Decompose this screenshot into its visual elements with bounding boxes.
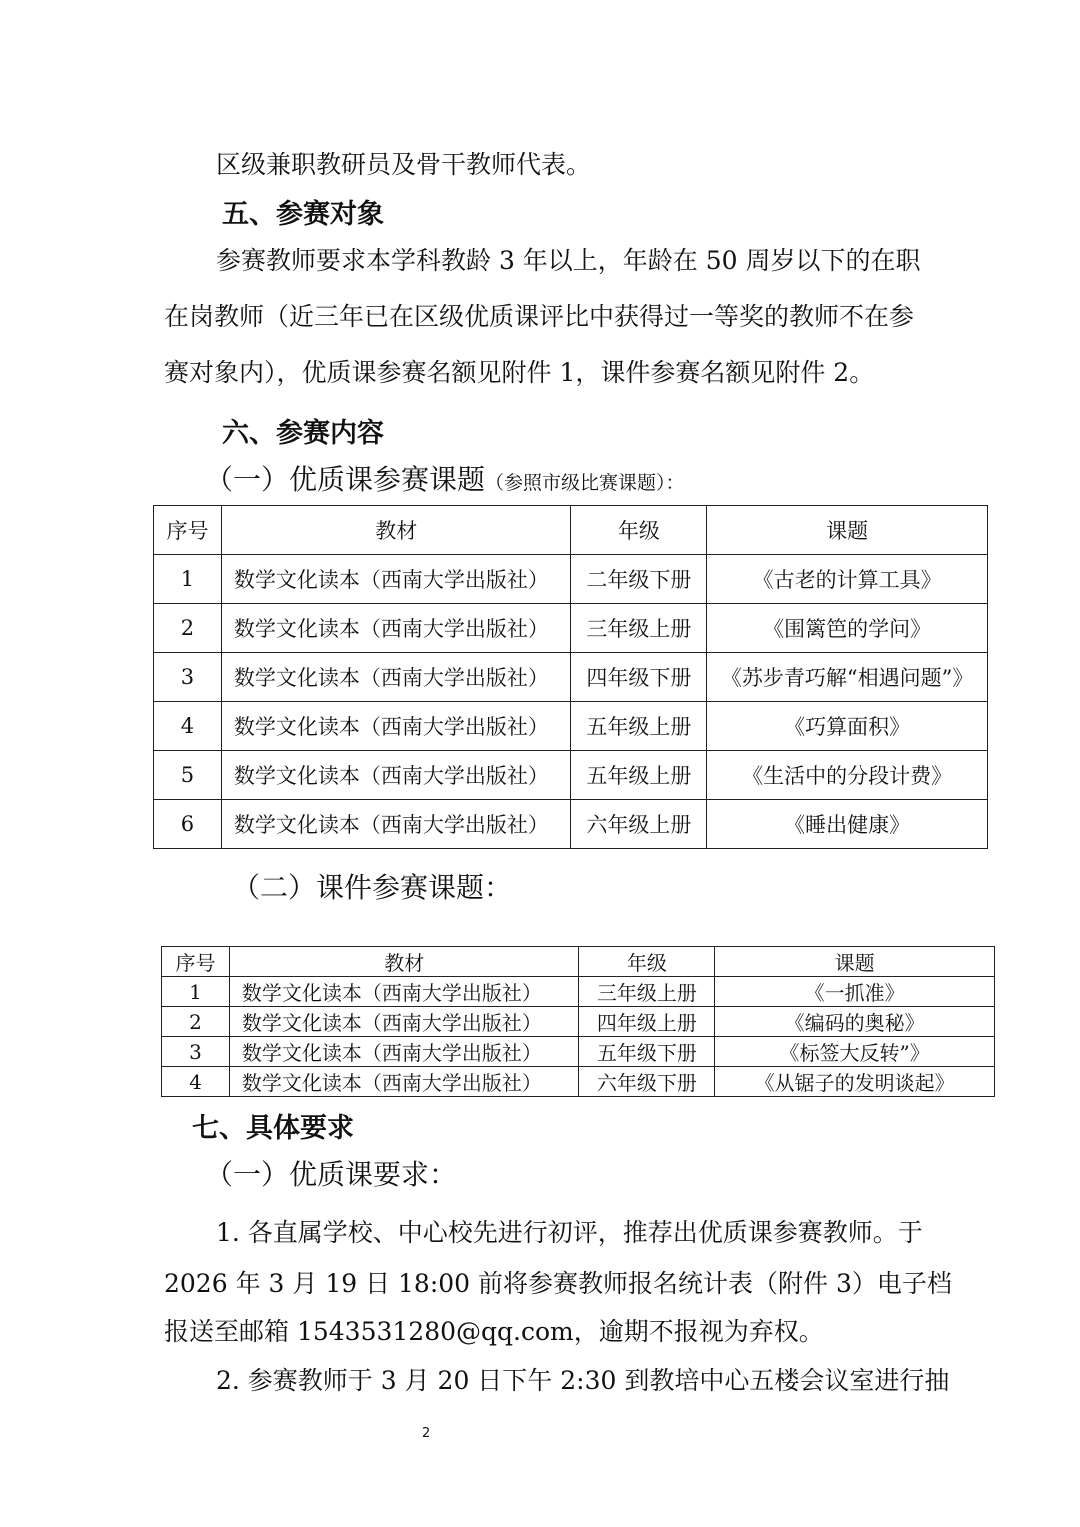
table-row — [154, 555, 988, 604]
cell-topic: 《古老的计算工具》 — [707, 555, 988, 604]
section-7-item-1-line-2: 2026 年 3 月 19 日 18:00 前将参赛教师报名统计表（附件 3）电子档 — [164, 1269, 952, 1298]
header-cell: 年级 — [571, 506, 707, 555]
cell-topic: 《标签大反转”》 — [715, 1037, 995, 1067]
subtitle-1-note: （参照市级比赛课题）： — [485, 472, 685, 494]
cell-textbook: 数学文化读本（西南大学出版社） — [221, 653, 571, 702]
header-cell: 课题 — [707, 506, 988, 555]
section-7-title: 七、具体要求 — [192, 1113, 354, 1144]
cell-textbook: 数学文化读本（西南大学出版社） — [229, 977, 579, 1007]
header-cell: 教材 — [229, 947, 579, 977]
cell-grade: 六年级下册 — [579, 1067, 715, 1097]
table-row — [162, 977, 995, 1007]
section-7-item-2-line-1: 2. 参赛教师于 3 月 20 日下午 2:30 到教培中心五楼会议室进行抽 — [216, 1366, 950, 1395]
cell-textbook: 数学文化读本（西南大学出版社） — [221, 555, 571, 604]
cell-textbook: 数学文化读本（西南大学出版社） — [221, 751, 571, 800]
cell-textbook: 数学文化读本（西南大学出版社） — [221, 604, 571, 653]
cell-topic: 《围篱笆的学问》 — [707, 604, 988, 653]
section-5-title: 五、参赛对象 — [222, 199, 384, 230]
cell-textbook: 数学文化读本（西南大学出版社） — [229, 1037, 579, 1067]
cell-grade: 六年级上册 — [571, 800, 707, 849]
cell-topic: 《巧算面积》 — [707, 702, 988, 751]
cell-grade: 四年级下册 — [571, 653, 707, 702]
cell-index: 3 — [162, 1037, 230, 1067]
page-number: 2 — [422, 1426, 431, 1441]
section-7-item-1-line-1: 1. 各直属学校、中心校先进行初评，推荐出优质课参赛教师。于 — [216, 1218, 923, 1247]
cell-grade: 五年级下册 — [579, 1037, 715, 1067]
courseware-topics-table — [161, 946, 995, 1097]
cell-index: 6 — [154, 800, 222, 849]
subtitle-1-main: （一）优质课参赛课题 — [205, 463, 486, 496]
cell-grade: 二年级下册 — [571, 555, 707, 604]
cell-grade: 四年级上册 — [579, 1007, 715, 1037]
table-header-row — [162, 947, 995, 977]
header-cell: 课题 — [715, 947, 995, 977]
cell-grade: 三年级上册 — [579, 977, 715, 1007]
cell-index: 3 — [154, 653, 222, 702]
cell-textbook: 数学文化读本（西南大学出版社） — [221, 800, 571, 849]
cell-grade: 五年级上册 — [571, 751, 707, 800]
cell-topic: 《生活中的分段计费》 — [707, 751, 988, 800]
section-5-line-1: 参赛教师要求本学科教龄 3 年以上，年龄在 50 周岁以下的在职 — [216, 246, 921, 275]
cell-index: 4 — [162, 1067, 230, 1097]
cell-index: 4 — [154, 702, 222, 751]
header-cell: 教材 — [221, 506, 571, 555]
table-row — [162, 1007, 995, 1037]
table-row — [162, 1037, 995, 1067]
section-5-line-2: 在岗教师（近三年已在区级优质课评比中获得过一等奖的教师不在参 — [164, 302, 915, 331]
cell-grade: 三年级上册 — [571, 604, 707, 653]
table-header-row — [154, 506, 988, 555]
section-6-title: 六、参赛内容 — [222, 418, 384, 449]
cell-grade: 五年级上册 — [571, 702, 707, 751]
table-row — [154, 702, 988, 751]
table-row — [154, 800, 988, 849]
cell-index: 1 — [154, 555, 222, 604]
cell-index: 2 — [154, 604, 222, 653]
section-6-subtitle-1 — [205, 458, 685, 498]
cell-topic: 《从锯子的发明谈起》 — [715, 1067, 995, 1097]
section-6-subtitle-2: （二）课件参赛课题： — [232, 871, 513, 904]
paragraph-intro: 区级兼职教研员及骨干教师代表。 — [216, 150, 592, 179]
cell-index: 5 — [154, 751, 222, 800]
cell-index: 1 — [162, 977, 230, 1007]
cell-topic: 《睡出健康》 — [707, 800, 988, 849]
cell-textbook: 数学文化读本（西南大学出版社） — [221, 702, 571, 751]
table-row — [154, 604, 988, 653]
cell-textbook: 数学文化读本（西南大学出版社） — [229, 1067, 579, 1097]
header-cell: 序号 — [154, 506, 222, 555]
cell-topic: 《苏步青巧解“相遇问题”》 — [707, 653, 988, 702]
header-cell: 年级 — [579, 947, 715, 977]
cell-index: 2 — [162, 1007, 230, 1037]
section-5-line-3: 赛对象内），优质课参赛名额见附件 1，课件参赛名额见附件 2。 — [164, 358, 875, 387]
table-row — [154, 653, 988, 702]
section-7-subtitle-1: （一）优质课要求： — [205, 1158, 458, 1191]
table-row — [162, 1067, 995, 1097]
table-row — [154, 751, 988, 800]
cell-topic: 《一抓准》 — [715, 977, 995, 1007]
section-7-item-1-line-3: 报送至邮箱 1543531280@qq.com，逾期不报视为弃权。 — [164, 1317, 824, 1346]
cell-topic: 《编码的奥秘》 — [715, 1007, 995, 1037]
cell-textbook: 数学文化读本（西南大学出版社） — [229, 1007, 579, 1037]
course-topics-table — [153, 505, 988, 849]
header-cell: 序号 — [162, 947, 230, 977]
